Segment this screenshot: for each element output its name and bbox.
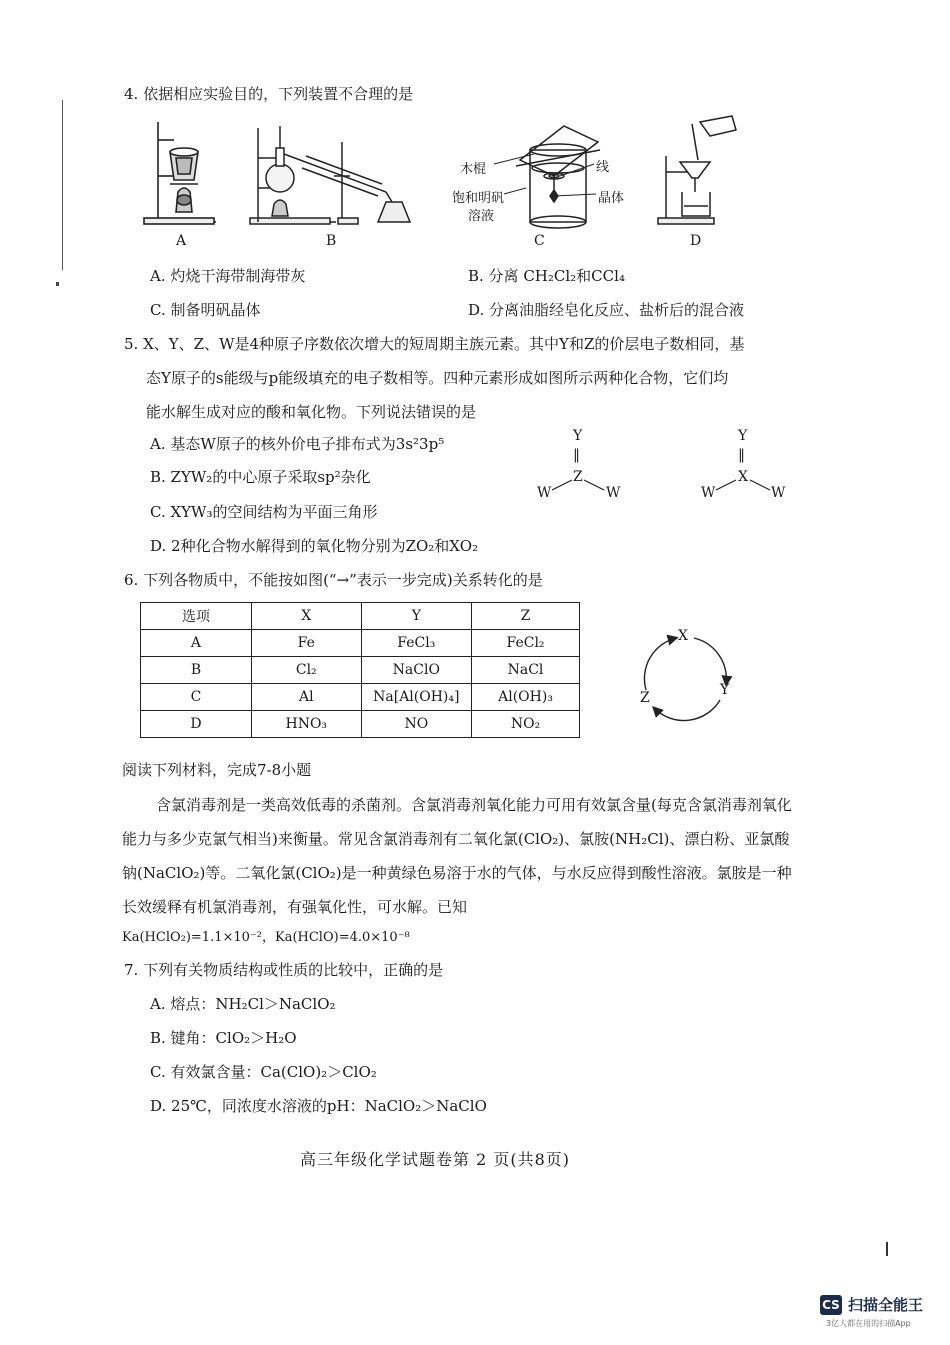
apparatus-d-figure bbox=[652, 112, 744, 228]
reading-ka-line: Ka(HClO₂)=1.1×10⁻²，Ka(HClO)=4.0×10⁻⁸ bbox=[122, 930, 410, 945]
apparatus-c-crystal-label: 晶体 bbox=[598, 191, 625, 206]
apparatus-c-solution-label-2: 溶液 bbox=[468, 209, 495, 224]
cell: Al bbox=[251, 684, 361, 711]
apparatus-c-solution-label-1: 饱和明矾 bbox=[452, 191, 505, 206]
cell: HNO₃ bbox=[251, 711, 361, 738]
header-x: X bbox=[251, 603, 361, 630]
cs-logo-icon: CS bbox=[820, 1295, 842, 1315]
q7-option-a: A. 熔点：NH₂Cl＞NaClO₂ bbox=[150, 995, 336, 1013]
apparatus-c-stick-label: 木棍 bbox=[460, 162, 487, 177]
q4-option-c: C. 制备明矾晶体 bbox=[150, 301, 261, 319]
q7-stem: 7. 下列有关物质结构或性质的比较中，正确的是 bbox=[124, 961, 444, 979]
page-footer: 高三年级化学试题卷第 2 页(共8页) bbox=[300, 1150, 571, 1169]
cell: NO₂ bbox=[472, 711, 580, 738]
scanner-title: 扫描全能王 bbox=[848, 1296, 924, 1314]
cycle-z-label: Z bbox=[640, 690, 650, 706]
struct1-double-bond: ‖ bbox=[573, 447, 580, 463]
q7-option-b: B. 键角：ClO₂＞H₂O bbox=[150, 1029, 297, 1047]
cell: Na[Al(OH)₄] bbox=[361, 684, 472, 711]
cell: Cl₂ bbox=[251, 657, 361, 684]
cycle-y-label: Y bbox=[720, 682, 730, 698]
q6-stem: 6. 下列各物质中，不能按如图(“→”表示一步完成)关系转化的是 bbox=[124, 571, 543, 589]
reading-passage bbox=[122, 788, 792, 924]
q7-option-d: D. 25℃，同浓度水溶液的pH：NaClO₂＞NaClO bbox=[150, 1097, 487, 1115]
struct2-center: X bbox=[738, 469, 748, 485]
apparatus-b-label: B bbox=[326, 233, 337, 249]
cell: NaCl bbox=[472, 657, 580, 684]
header-y: Y bbox=[361, 603, 472, 630]
reading-intro: 阅读下列材料，完成7-8小题 bbox=[122, 761, 312, 779]
apparatus-b-figure bbox=[246, 118, 416, 230]
struct2-bonds bbox=[712, 476, 774, 496]
cell: FeCl₂ bbox=[472, 630, 580, 657]
struct1-bonds bbox=[548, 476, 608, 496]
struct2-double-bond: ‖ bbox=[738, 447, 745, 463]
struct1-top: Y bbox=[573, 428, 583, 444]
apparatus-c-thread-label: 线 bbox=[596, 160, 610, 175]
q6-table bbox=[140, 602, 580, 738]
struct2-left: W bbox=[701, 485, 716, 501]
q5-stem-line1: 5. X、Y、Z、W是4种原子序数依次增大的短周期主族元素。其中Y和Z的价层电子数相同，基 bbox=[124, 335, 745, 353]
apparatus-c-label: C bbox=[534, 233, 545, 249]
struct1-center: Z bbox=[573, 469, 583, 485]
q7-option-c: C. 有效氯含量：Ca(ClO)₂＞ClO₂ bbox=[150, 1063, 377, 1081]
q4-stem: 4. 依据相应实验目的，下列装置不合理的是 bbox=[124, 85, 414, 103]
table-row bbox=[141, 657, 580, 684]
q5-stem-line3: 能水解生成对应的酸和氧化物。下列说法错误的是 bbox=[146, 403, 477, 421]
q5-stem-line2: 态Y原子的s能级与p能级填充的电子数相等。四种元素形成如图所示两种化合物，它们均 bbox=[146, 369, 729, 387]
struct2-top: Y bbox=[738, 428, 748, 444]
margin-tick bbox=[56, 282, 59, 286]
cell: C bbox=[141, 684, 252, 711]
struct1-right: W bbox=[606, 485, 621, 501]
apparatus-d-label: D bbox=[690, 233, 702, 249]
reading-passage-text: 含氯消毒剂是一类高效低毒的杀菌剂。含氯消毒剂氧化能力可用有效氯含量(每克含氯消毒剂氧化能力与多少克氯气相当)来衡量。常见含氯消毒剂有二氧化氯(ClO₂)、氯胺(NH₂Cl)、漂白粉、亚氯酸钠(NaClO₂)等。二氧化氯(ClO₂)是一种黄绿色易溶于水的气体，与水反应得到酸性溶液。氯胺是一种长效缓释有机氯消毒剂，有强氧化性，可水解。已知 bbox=[122, 796, 792, 916]
cell: B bbox=[141, 657, 252, 684]
q4-option-a: A. 灼烧干海带制海带灰 bbox=[150, 267, 306, 285]
apparatus-a-label: A bbox=[176, 233, 187, 249]
q4-option-b: B. 分离 CH₂Cl₂和CCl₄ bbox=[468, 267, 625, 285]
struct2-right: W bbox=[771, 485, 786, 501]
struct1-left: W bbox=[537, 485, 552, 501]
q6-table-header bbox=[141, 603, 580, 630]
cell: NO bbox=[361, 711, 472, 738]
cell: D bbox=[141, 711, 252, 738]
scanner-subtitle: 3亿人都在用的扫描App bbox=[826, 1319, 911, 1328]
cell: A bbox=[141, 630, 252, 657]
header-z: Z bbox=[472, 603, 580, 630]
margin-tick-right bbox=[886, 1242, 888, 1256]
q4-option-d: D. 分离油脂经皂化反应、盐析后的混合液 bbox=[468, 301, 745, 319]
table-row bbox=[141, 684, 580, 711]
header-option: 选项 bbox=[141, 603, 252, 630]
q5-option-d: D. 2种化合物水解得到的氧化物分别为ZO₂和XO₂ bbox=[150, 537, 479, 555]
cell: Fe bbox=[251, 630, 361, 657]
q5-option-b: B. ZYW₂的中心原子采取sp²杂化 bbox=[150, 468, 371, 486]
q5-option-a: A. 基态W原子的核外价电子排布式为3s²3p⁵ bbox=[150, 435, 445, 453]
apparatus-c-leader-lines bbox=[484, 154, 604, 204]
cell: Al(OH)₃ bbox=[472, 684, 580, 711]
margin-line bbox=[62, 100, 63, 270]
cell: FeCl₃ bbox=[361, 630, 472, 657]
apparatus-a-figure bbox=[140, 118, 220, 230]
table-row bbox=[141, 630, 580, 657]
q5-option-c: C. XYW₃的空间结构为平面三角形 bbox=[150, 503, 378, 521]
cycle-x-label: X bbox=[678, 628, 688, 644]
table-row bbox=[141, 711, 580, 738]
cell: NaClO bbox=[361, 657, 472, 684]
q6-cycle-arrows bbox=[636, 628, 740, 732]
